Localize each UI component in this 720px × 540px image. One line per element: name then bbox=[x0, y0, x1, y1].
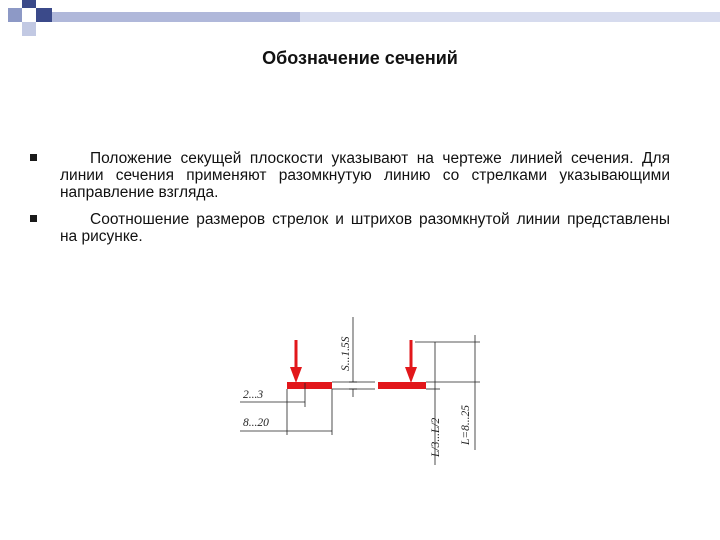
deco-square-1 bbox=[8, 8, 22, 22]
slide-title: Обозначение сечений bbox=[262, 48, 458, 68]
bullet-text: Положение секущей плоскости указывают на чертеже линией сечения. Для линии сечения применяют разомкнутую линию со стрелками указывающими направление взгляда. bbox=[60, 150, 670, 201]
bullet-text: Соотношение размеров стрелок и штрихов разомкнутой линии представлены на рисунке. bbox=[60, 211, 670, 245]
bullet-list bbox=[30, 150, 670, 255]
left-arrow-head-icon bbox=[290, 367, 302, 383]
section-line-drawing bbox=[225, 305, 505, 475]
decorative-header-bar bbox=[0, 0, 720, 40]
deco-square-3 bbox=[22, 0, 36, 8]
stroke-length-label: 8...20 bbox=[243, 417, 269, 429]
deco-square-2 bbox=[22, 22, 36, 36]
bullet-item bbox=[30, 150, 670, 201]
thickness-label: S...1.5S bbox=[340, 336, 352, 371]
left-section-stroke bbox=[287, 382, 332, 389]
bullet-item bbox=[30, 211, 670, 245]
right-arrow-head-icon bbox=[405, 367, 417, 383]
arrow-length-label: L=8...25 bbox=[460, 404, 472, 445]
right-section-stroke bbox=[378, 382, 426, 389]
deco-stripe-fade bbox=[300, 12, 720, 22]
bullet-square-icon bbox=[30, 215, 37, 222]
deco-square-4 bbox=[36, 8, 52, 22]
arrow-offset-label: L/3...L/2 bbox=[430, 417, 442, 457]
arrow-width-label: 2...3 bbox=[243, 389, 264, 401]
bullet-square-icon bbox=[30, 154, 37, 161]
